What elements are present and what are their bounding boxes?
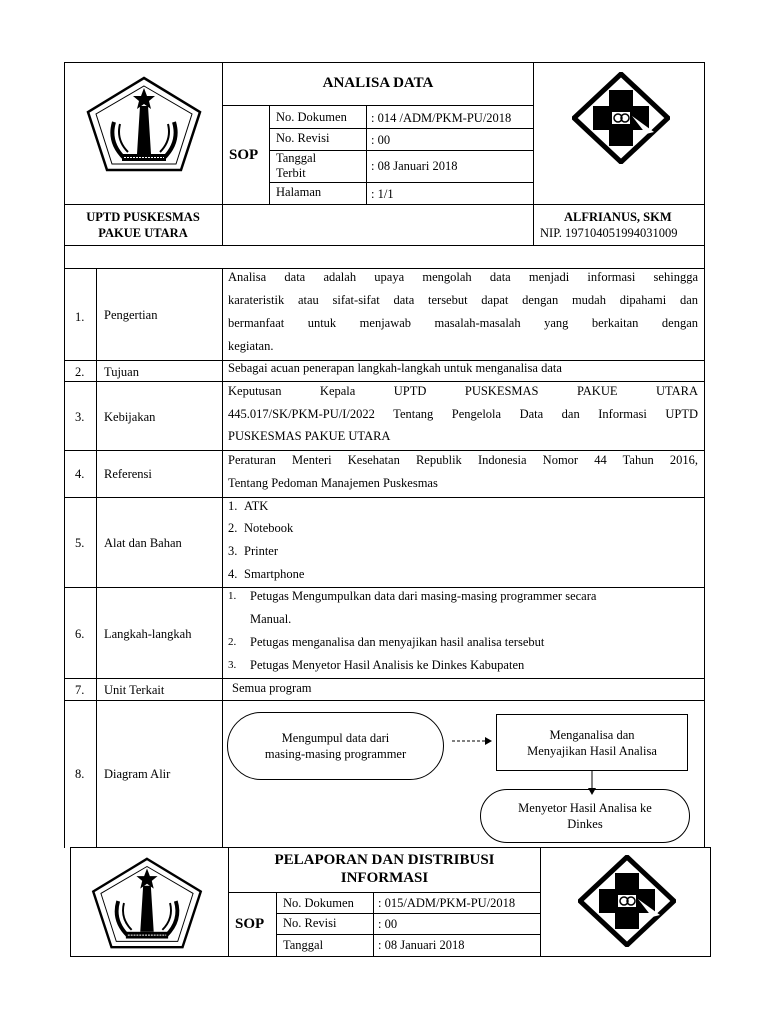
row-label: Unit Terkait xyxy=(104,683,165,697)
flow-step-text: masing-masing programmer xyxy=(264,747,407,761)
puskesmas-logo xyxy=(572,72,670,164)
field-label-tanggal: Tanggal xyxy=(283,938,324,952)
sop-label: SOP xyxy=(229,147,259,163)
row-number: 8. xyxy=(75,767,85,781)
sop-title-line2: INFORMASI xyxy=(340,870,429,886)
sop-label: SOP xyxy=(235,916,265,932)
row-text-line: bermanfaat untuk menjawab masalah-masalah yang berkaitan dengan xyxy=(228,316,698,330)
flow-step-text: Menganalisa dan xyxy=(549,727,635,742)
row-number: 6. xyxy=(75,627,85,641)
flow-step-analyze xyxy=(496,714,688,771)
row-text-line: Peraturan Menteri Kesehatan Republik Indonesia Nomor 44 Tahun 2016, xyxy=(228,453,698,467)
step-text: Petugas Mengumpulkan data dari masing-masing programmer secara xyxy=(250,589,597,603)
list-item: Smartphone xyxy=(244,567,305,581)
row-text-line: Semua program xyxy=(232,681,312,695)
flow-step-submit xyxy=(480,789,690,843)
step-text: Petugas menganalisa dan menyajikan hasil analisa tersebut xyxy=(250,635,545,649)
row-number: 2. xyxy=(75,365,85,379)
list-item: Notebook xyxy=(244,521,294,535)
row-text-line: Keputusan Kepala UPTD PUSKESMAS PAKUE UTARA xyxy=(228,384,698,398)
signer-nip: NIP. 197104051994031009 xyxy=(540,226,678,240)
field-value-no-dokumen: : 015/ADM/PKM-PU/2018 xyxy=(378,896,516,910)
flow-step-text: Menyetor Hasil Analisa ke xyxy=(518,801,652,815)
field-label-terbit: Terbit xyxy=(276,166,306,180)
flow-arrow-icon xyxy=(452,734,492,746)
row-label: Alat dan Bahan xyxy=(104,536,182,550)
row-label: Tujuan xyxy=(104,365,139,379)
row-text-line: Analisa data adalah upaya mengolah data menjadi informasi sehingga xyxy=(228,270,698,284)
row-label: Kebijakan xyxy=(104,410,156,424)
row-label: Langkah-langkah xyxy=(104,627,192,641)
flow-step-text: Mengumpul data dari xyxy=(281,731,390,745)
row-number: 4. xyxy=(75,467,85,481)
list-item: ATK xyxy=(244,499,269,513)
org-name-line1: UPTD PUSKESMAS xyxy=(86,210,200,224)
field-value-no-dokumen: : 014 /ADM/PKM-PU/2018 xyxy=(371,111,512,125)
field-value-tanggal: : 08 Januari 2018 xyxy=(378,938,465,952)
sop-title: ANALISA DATA xyxy=(322,75,434,91)
row-label: Pengertian xyxy=(104,308,158,322)
row-number: 7. xyxy=(75,683,85,697)
row-text-line: Tentang Pedoman Manajemen Puskesmas xyxy=(228,476,438,490)
field-value-halaman: : 1/1 xyxy=(371,187,394,201)
row-text-line: kegiatan. xyxy=(228,339,274,353)
flow-step-collect xyxy=(227,712,444,780)
regency-emblem-logo xyxy=(84,74,204,174)
list-number: 4. xyxy=(228,567,238,581)
field-label-no-revisi: No. Revisi xyxy=(283,916,337,930)
row-number: 5. xyxy=(75,536,85,550)
list-number: 1. xyxy=(228,499,238,513)
field-label-no-dokumen: No. Dokumen xyxy=(276,110,347,124)
signer-name: ALFRIANUS, SKM xyxy=(564,210,672,224)
sop-title-line1: PELAPORAN DAN DISTRIBUSI xyxy=(274,852,495,868)
list-number: 3. xyxy=(228,544,238,558)
step-number: 3. xyxy=(228,659,237,671)
step-number: 2. xyxy=(228,636,237,648)
field-value-no-revisi: : 00 xyxy=(378,917,398,931)
list-number: 2. xyxy=(228,521,238,535)
flow-step-text: Menyajikan Hasil Analisa xyxy=(527,743,657,758)
list-item: Printer xyxy=(244,544,279,558)
field-value-tanggal: : 08 Januari 2018 xyxy=(371,159,458,173)
row-number: 3. xyxy=(75,410,85,424)
org-name-line2: PAKUE UTARA xyxy=(98,226,188,240)
step-text: Manual. xyxy=(250,612,292,626)
row-text-line: PUSKESMAS PAKUE UTARA xyxy=(228,429,391,443)
row-text-line: Sebagai acuan penerapan langkah-langkah untuk menganalisa data xyxy=(228,361,562,375)
field-label-halaman: Halaman xyxy=(276,185,322,199)
row-text-line: karateristik atau sifat-sifat data tersebut dapat dengan mudah dipahami dan xyxy=(228,293,698,307)
field-label-no-dokumen: No. Dokumen xyxy=(283,896,354,910)
field-label-no-revisi: No. Revisi xyxy=(276,131,330,145)
puskesmas-logo xyxy=(578,855,676,947)
row-label: Referensi xyxy=(104,467,152,481)
flow-step-text: Dinkes xyxy=(567,817,603,831)
row-text-line: 445.017/SK/PKM-PU/I/2022 Tentang Pengelola Data dan Informasi UPTD xyxy=(228,407,698,421)
regency-emblem-logo xyxy=(89,855,205,951)
field-value-no-revisi: : 00 xyxy=(371,133,391,147)
row-label: Diagram Alir xyxy=(104,767,171,781)
row-number: 1. xyxy=(75,310,85,324)
step-number: 1. xyxy=(228,590,237,602)
step-text: Petugas Menyetor Hasil Analisis ke Dinkes Kabupaten xyxy=(250,658,525,672)
field-label-tanggal: Tanggal xyxy=(276,151,317,165)
